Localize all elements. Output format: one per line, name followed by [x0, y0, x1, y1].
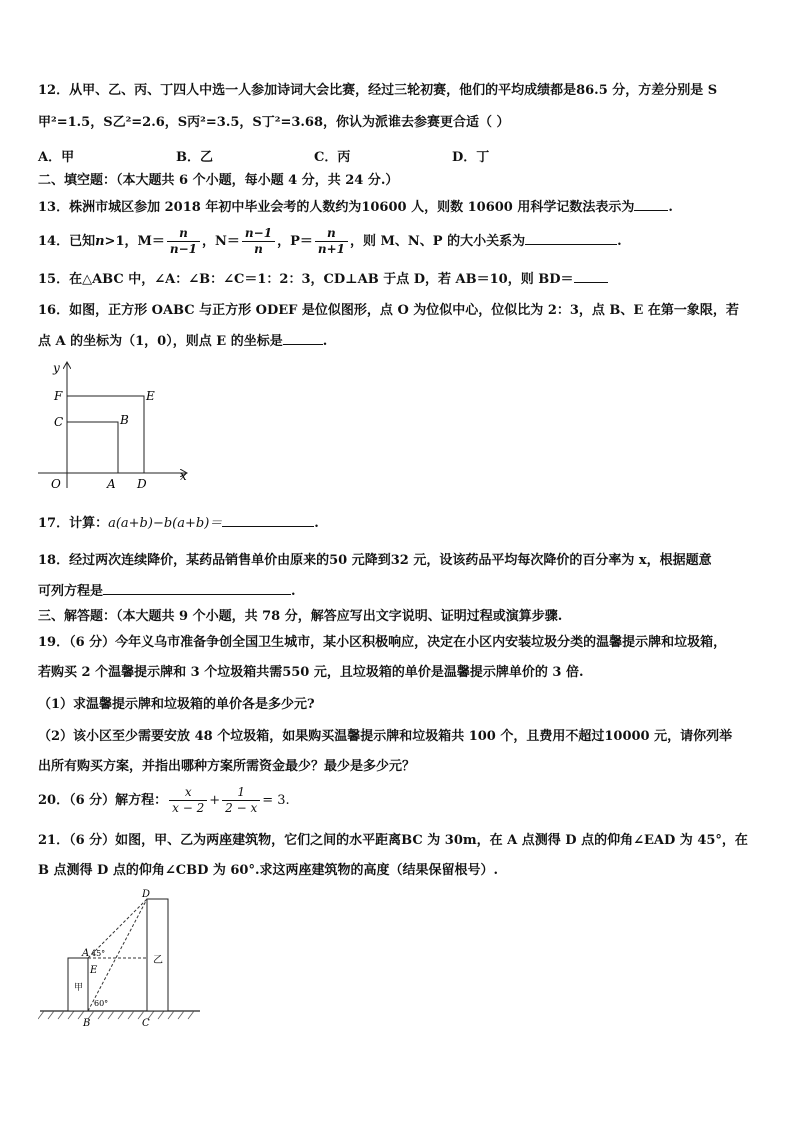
q12-option-a: A．甲	[38, 150, 75, 165]
fig-label-o: O	[51, 477, 61, 491]
q14-answer-blank	[525, 232, 617, 245]
ground-hatching	[38, 1011, 194, 1019]
q12-option-d: D．丁	[452, 150, 490, 165]
q18-line2-body: 可列方程是	[38, 584, 104, 599]
square-odef	[67, 396, 144, 473]
fig-label-y: y	[53, 361, 60, 375]
q14-fraction-p: $\frac{n}{n+1}$	[315, 226, 348, 257]
q14-p-label: ，P＝	[277, 234, 313, 249]
fig-label-b: B	[83, 1018, 91, 1029]
q17-answer-blank	[222, 514, 314, 527]
section-3-heading: 三、解答题：（本大题共 9 个小题，共 78 分，解答应写出文字说明、证明过程或演算步骤.	[38, 609, 563, 624]
q19-line2: 若购买 2 个温馨提示牌和 3 个垃圾箱共需550 元，且垃圾箱的单价是温馨提示牌单价的 3 倍.	[38, 665, 584, 680]
q17-text: 17．计算：a(a+b)−b(a+b)＝ .	[38, 516, 319, 531]
q12-option-b: B．乙	[176, 150, 213, 165]
fig-label-c: C	[54, 415, 64, 429]
q14-fraction-m: $\frac{n}{n-1}$	[167, 226, 200, 257]
q20-fraction-1: $\frac{x}{x - 2}$	[169, 785, 207, 816]
square-oabc	[67, 422, 118, 473]
fig-label-jia: 甲	[74, 983, 84, 993]
fig-angle-45: 45°	[91, 949, 106, 958]
q14-suffix: ，则 M、N、P 的大小关系为	[349, 234, 526, 249]
q18-line2: 可列方程是 .	[38, 584, 296, 599]
q16-line1: 16．如图，正方形 OABC 与正方形 ODEF 是位似图形，点 O 为位似中心，位似比为 2：3，点 B、E 在第一象限，若	[38, 303, 739, 318]
q16-line2-body: 点 A 的坐标为（1，0），则点 E 的坐标是	[38, 334, 283, 349]
q13-answer-blank	[634, 198, 668, 211]
q15-body: 15．在△ABC 中，∠A：∠B：∠C＝1：2：3，CD⊥AB 于点 D，若 AB＝10，则 BD＝	[38, 272, 574, 287]
fig-label-f: F	[54, 389, 63, 403]
q21-buildings-figure	[38, 886, 203, 1031]
fig-label-e: E	[90, 965, 98, 976]
fig-angle-60: 60°	[94, 999, 109, 1008]
fig-label-a: A	[107, 477, 116, 491]
q16-line2: 点 A 的坐标为（1，0），则点 E 的坐标是 .	[38, 334, 328, 349]
q20-text	[38, 783, 756, 819]
fig-label-c: C	[142, 1018, 150, 1029]
q14-n-label: ，N＝	[202, 234, 240, 249]
q21-line2: B 点测得 D 点的仰角∠CBD 为 60°.求这两座建筑物的高度（结果保留根号）.	[38, 863, 499, 878]
q12-line2: 甲²=1.5，S乙²=2.6，S丙²=3.5，S丁²=3.68，你认为派谁去参赛更合适（ ）	[38, 115, 510, 130]
q17-prefix: 17．计算：	[38, 516, 109, 531]
q19-line1: 19．（6 分）今年义乌市准备争创全国卫生城市，某小区积极响应，决定在小区内安装垃圾分类的温馨提示牌和垃圾箱，	[38, 635, 727, 650]
q20-prefix: 20．（6 分）解方程：	[38, 793, 168, 808]
q18-line1: 18．经过两次连续降价，某药品销售单价由原来的50 元降到32 元，设该药品平均每次降价的百分率为 x，根据题意	[38, 553, 712, 568]
q12-line1: 12．从甲、乙、丙、丁四人中选一人参加诗词大会比赛，经过三轮初赛，他们的平均成绩都是86.5 分，方差分别是 S	[38, 83, 718, 98]
q20-fraction-2: $\frac{1}{2 - x}$	[222, 785, 260, 816]
q20-suffix: = 3.	[262, 793, 290, 808]
q13-body: 13．株洲市城区参加 2018 年初中毕业会考的人数约为10600 人，则数 10600 用科学记数法表示为	[38, 200, 635, 215]
q20-plus: +	[209, 793, 221, 808]
q14-condition: >1，M＝	[104, 234, 165, 249]
q18-answer-blank	[103, 582, 291, 595]
q15-answer-blank	[574, 270, 608, 283]
q16-coordinate-figure	[36, 358, 196, 493]
section-2-heading: 二、填空题：（本大题共 6 个小题，每小题 4 分，共 24 分.）	[38, 173, 399, 188]
fig-label-yi: 乙	[153, 955, 163, 966]
fig-label-b: B	[120, 413, 129, 427]
q14-text: 14．已知n>1，M＝ $\frac{n}{n-1}$ ，N＝ $\frac{n-1}{n}$ ，P＝ $\frac{n}{n+1}$ ，则 M、N、P 的大小关系为 .	[38, 226, 622, 256]
q14-n: n	[95, 234, 105, 249]
fig-label-x: x	[180, 469, 187, 483]
fig-label-e: E	[146, 389, 155, 403]
q14-fraction-n: $\frac{n-1}{n}$	[242, 226, 275, 257]
q16-answer-blank	[283, 332, 323, 345]
q12-option-c: C．丙	[314, 150, 351, 165]
q17-expression: a(a+b)−b(a+b)＝	[108, 516, 223, 531]
q15-text	[38, 270, 756, 289]
q14-prefix: 14．已知	[38, 234, 96, 249]
q19-sub2-line1: （2）该小区至少需要安放 48 个垃圾箱，如果购买温馨提示牌和垃圾箱共 100 个，且费用不超过10000 元，请你列举	[38, 729, 733, 744]
fig-label-d: D	[142, 889, 151, 900]
fig-label-d: D	[137, 477, 147, 491]
q21-line1: 21．（6 分）如图，甲、乙为两座建筑物，它们之间的水平距离BC 为 30m，在 A 点测得 D 点的仰角∠EAD 为 45°，在	[38, 833, 748, 848]
q13-text: 13．株洲市城区参加 2018 年初中毕业会考的人数约为10600 人，则数 10600 用科学记数法表示为 .	[38, 200, 673, 215]
q19-sub2-line2: 出所有购买方案，并指出哪种方案所需资金最少？最少是多少元？	[38, 759, 416, 774]
q19-sub1: （1）求温馨提示牌和垃圾箱的单价各是多少元?	[38, 697, 315, 712]
fig-label-a: A	[82, 948, 90, 959]
